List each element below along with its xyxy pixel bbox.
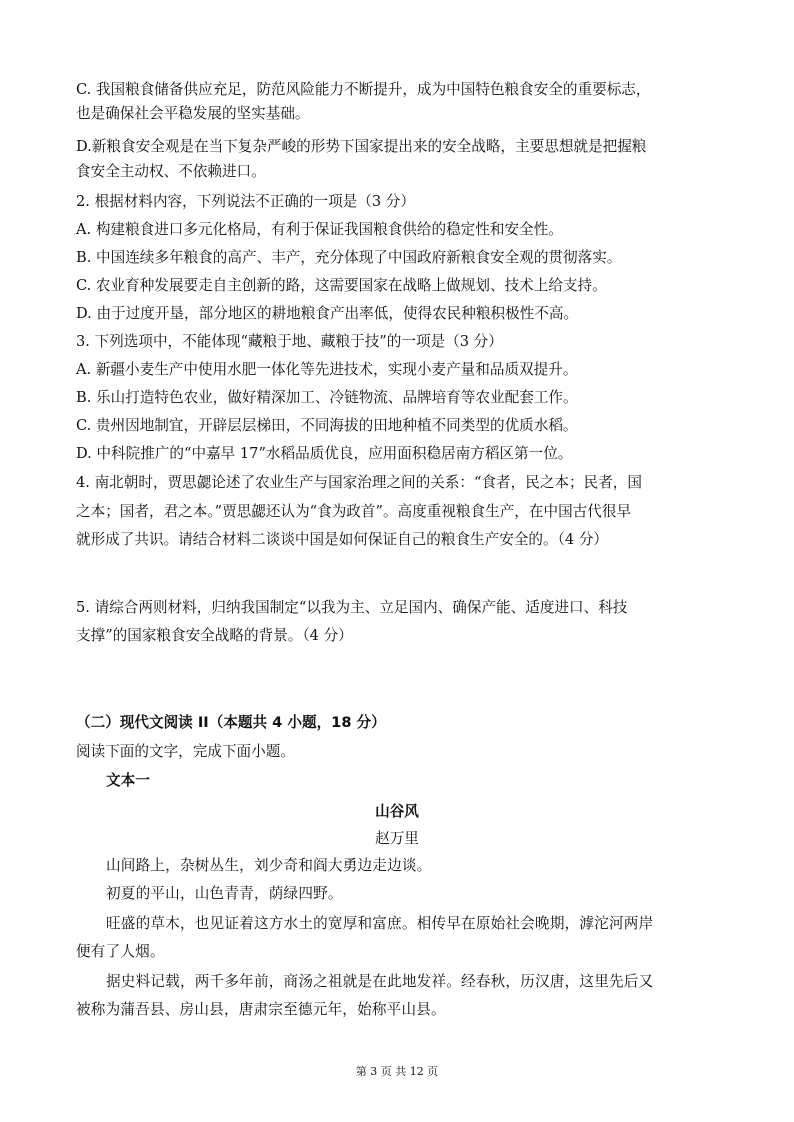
q4-line1: 4. 南北朝时，贾思勰论述了农业生产与国家治理之间的关系：“食者，民之本；民者，国 bbox=[76, 474, 642, 491]
text-label: 文本一 bbox=[106, 772, 150, 789]
q3-option-a: A. 新疆小麦生产中使用水肥一体化等先进技术，实现小麦产量和品质双提升。 bbox=[76, 361, 578, 378]
q3-option-b: B. 乐山打造特色农业，做好精深加工、冷链物流、品牌培育等农业配套工作。 bbox=[76, 389, 578, 406]
section-heading: （二）现代文阅读 II（本题共 4 小题，18 分） bbox=[76, 714, 386, 731]
page-number-footer: 第 3 页 共 12 页 bbox=[355, 1065, 439, 1078]
story-paragraph-3-line1: 旺盛的草木，也见证着这方水土的宽厚和富庶。相传早在原始社会晚期，滹沱河两岸 bbox=[106, 915, 654, 932]
q2-option-b: B. 中国连续多年粮食的高产、丰产，充分体现了中国政府新粮食安全观的贯彻落实。 bbox=[76, 249, 622, 266]
q4-line2: 之本；国者，君之本。”贾思勰还认为“食为政首”。高度重视粮食生产，在中国古代很早 bbox=[76, 503, 632, 520]
q2-option-c: C. 农业育种发展要走自主创新的路，这需要国家在战略上做规划、技术上给支持。 bbox=[76, 277, 607, 294]
story-paragraph-1: 山间路上，杂树丛生，刘少奇和阎大勇边走边谈。 bbox=[106, 857, 432, 874]
q1-option-c-line2: 也是确保社会平稳发展的坚实基础。 bbox=[76, 105, 310, 122]
story-paragraph-4-line1: 据史料记载，两千多年前，商汤之祖就是在此地发祥。经春秋，历汉唐，这里先后又 bbox=[106, 973, 654, 990]
q4-line3: 就形成了共识。请结合材料二谈谈中国是如何保证自己的粮食生产安全的。（4 分） bbox=[76, 531, 609, 548]
story-paragraph-2: 初夏的平山，山色青青，荫绿四野。 bbox=[106, 885, 343, 902]
q2-stem: 2. 根据材料内容，下列说法不正确的一项是（3 分） bbox=[76, 193, 415, 210]
q5-line2: 支撑”的国家粮食安全战略的背景。（4 分） bbox=[76, 627, 353, 644]
story-author: 赵万里 bbox=[375, 830, 419, 847]
q5-line1: 5. 请综合两则材料，归纳我国制定“以我为主、立足国内、确保产能、适度进口、科技 bbox=[76, 599, 628, 616]
q1-option-d-line2: 食安全主动权、不依赖进口。 bbox=[76, 163, 266, 180]
story-title: 山谷风 bbox=[375, 803, 419, 820]
q3-option-d: D. 中科院推广的“中嘉早 17”水稻品质优良，应用面积稳居南方稻区第一位。 bbox=[76, 445, 573, 462]
section-instruction: 阅读下面的文字，完成下面小题。 bbox=[76, 743, 295, 760]
story-paragraph-3-line2: 便有了人烟。 bbox=[76, 943, 165, 960]
q1-option-d-line1: D.新粮食安全观是在当下复杂严峻的形势下国家提出来的安全战略，主要思想就是把握粮 bbox=[76, 138, 647, 155]
q1-option-c-line1: C. 我国粮食储备供应充足，防范风险能力不断提升，成为中国特色粮食安全的重要标志， bbox=[76, 81, 651, 98]
story-paragraph-4-line2: 被称为蒲吾县、房山县，唐肃宗至德元年，始称平山县。 bbox=[76, 1001, 446, 1018]
q2-option-a: A. 构建粮食进口多元化格局，有利于保证我国粮食供给的稳定性和安全性。 bbox=[76, 221, 563, 238]
q3-stem: 3. 下列选项中，不能体现“藏粮于地、藏粮于技”的一项是（3 分） bbox=[76, 333, 503, 350]
q2-option-d: D. 由于过度开垦，部分地区的耕地粮食产出率低，使得农民种粮积极性不高。 bbox=[76, 305, 579, 322]
q3-option-c: C. 贵州因地制宜，开辟层层梯田，不同海拔的田地种植不同类型的优质水稻。 bbox=[76, 417, 578, 434]
